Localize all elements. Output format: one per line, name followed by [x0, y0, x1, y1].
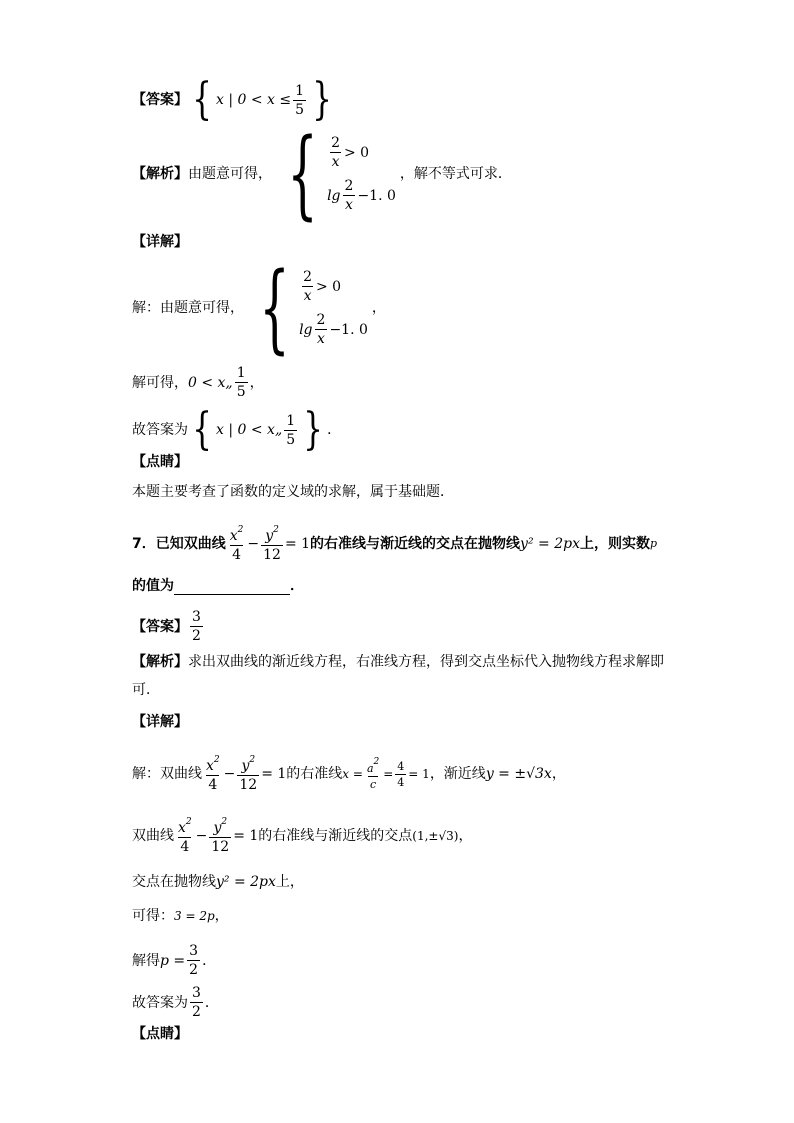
system-brace: { [259, 252, 290, 364]
q6-comment-label-line [132, 452, 188, 472]
q6-detail-tail: ， [371, 300, 386, 316]
hyperbola-term-y: $\frac{y^2}{12}$ [263, 525, 281, 563]
q7-stem-line1: 7．已知双曲线 $\frac{x^2}{4}$ − $\frac{y^2}{12}$ = 1 的右准线与渐近线的交点在抛物线 y² = 2px 上，则实数 p [132, 525, 658, 563]
q6-analysis-text: 由题意可得， [188, 166, 272, 182]
q6-answer-fraction: $\frac{1}{5}$ [295, 82, 305, 118]
q7-detail-5: 解得 p = $\frac{3}{2}$ ． [132, 943, 217, 978]
answer-blank[interactable] [174, 578, 290, 595]
q6-final-fraction: $\frac{1}{5}$ [286, 412, 296, 448]
detail-label: 【详解】 [132, 714, 188, 730]
comment-label: 【点睛】 [132, 1026, 188, 1042]
q6-final-expr: x | 0 < x„ [216, 422, 283, 438]
q6-comment-line [132, 482, 454, 502]
analysis-label: 【解析】 [132, 654, 188, 670]
answer-label: 【答案】 [132, 618, 188, 635]
q6-answer-line [132, 74, 336, 125]
analysis-label: 【解析】 [132, 166, 188, 182]
q7-detail-4: 可得： 3 = 2p ， [132, 908, 229, 924]
q7-answer-line [132, 610, 205, 643]
intersection-point: (1,±√3) [412, 829, 459, 843]
q6-solve-fraction: $\frac{1}{5}$ [236, 365, 246, 400]
q7-comment-label-line [132, 1024, 188, 1044]
q7-analysis-text: 求出双曲线的渐近线方程，右准线方程，得到交点坐标代入抛物线方程求解即 [188, 654, 664, 670]
q6-analysis-tail: ，解不等式可求． [399, 166, 512, 182]
q6-solve-expr: 0 < x„ [188, 374, 233, 391]
q6-final-line: 故答案为 { x | 0 < x„ $\frac{1}{5}$ } ． [132, 404, 342, 455]
q6-solve-line: 解可得， 0 < x„ $\frac{1}{5}$ ， [132, 365, 264, 400]
q6-solve-text: 解可得， [132, 374, 188, 391]
q6-analysis-line [132, 118, 512, 230]
comment-label: 【点睛】 [132, 454, 188, 470]
left-brace: { [192, 74, 212, 125]
hyperbola-term-x: $\frac{x^2}{4}$ [229, 525, 244, 563]
q7-answer-fraction: $\frac{3}{2}$ [192, 609, 201, 644]
q7-detail-label-line [132, 712, 188, 732]
q7-analysis-line [132, 652, 664, 672]
q6-final-text: 故答案为 [132, 422, 188, 438]
system-brace: { [287, 118, 318, 230]
answer-label: 【答案】 [132, 92, 188, 108]
q6-detail-system: $\frac{2}{x}$ > 0 lg $\frac{2}{x}$ −1. 0 [299, 269, 368, 347]
q7-detail-3: 交点在抛物线 y² = 2px 上， [132, 874, 304, 890]
q6-comment-text: 本题主要考查了函数的定义域的求解，属于基础题． [132, 484, 454, 500]
q7-parabola: y² = 2px [520, 536, 580, 552]
q6-detail-text: 解：由题意可得， [132, 300, 244, 316]
q6-answer-set: x | 0 < x ≤ [216, 92, 292, 108]
q7-detail-2: 双曲线 $\frac{x^2}{4}$ − $\frac{y^2}{12}$ = 1 的右准线与渐近线的交点 (1,±√3) ， [132, 817, 473, 855]
q6-analysis-system: $\frac{2}{x}$ > 0 lg $\frac{2}{x}$ −1. 0 [327, 135, 396, 213]
q7-detail-6: 故答案为 $\frac{3}{2}$ ． [132, 985, 219, 1020]
q7-detail-1: 解：双曲线 $\frac{x^2}{4}$ − $\frac{y^2}{12}$ = 1 的右准线 x = $\frac{a^2}{c}$ = $\frac{4}{4}$ = 1 ，渐近线 y = ±√3x ， [132, 755, 566, 793]
asymptote-expr: y = ±√3x [485, 766, 552, 782]
q6-detail-line [132, 252, 386, 364]
q6-detail-label-line [132, 232, 188, 252]
detail-label: 【详解】 [132, 234, 188, 250]
right-brace: } [312, 74, 332, 125]
q7-stem-line2: 的值为 ． [132, 578, 304, 594]
q7-number: 7．已知双曲线 [132, 536, 226, 552]
q7-analysis-line2: 可． [132, 682, 160, 698]
